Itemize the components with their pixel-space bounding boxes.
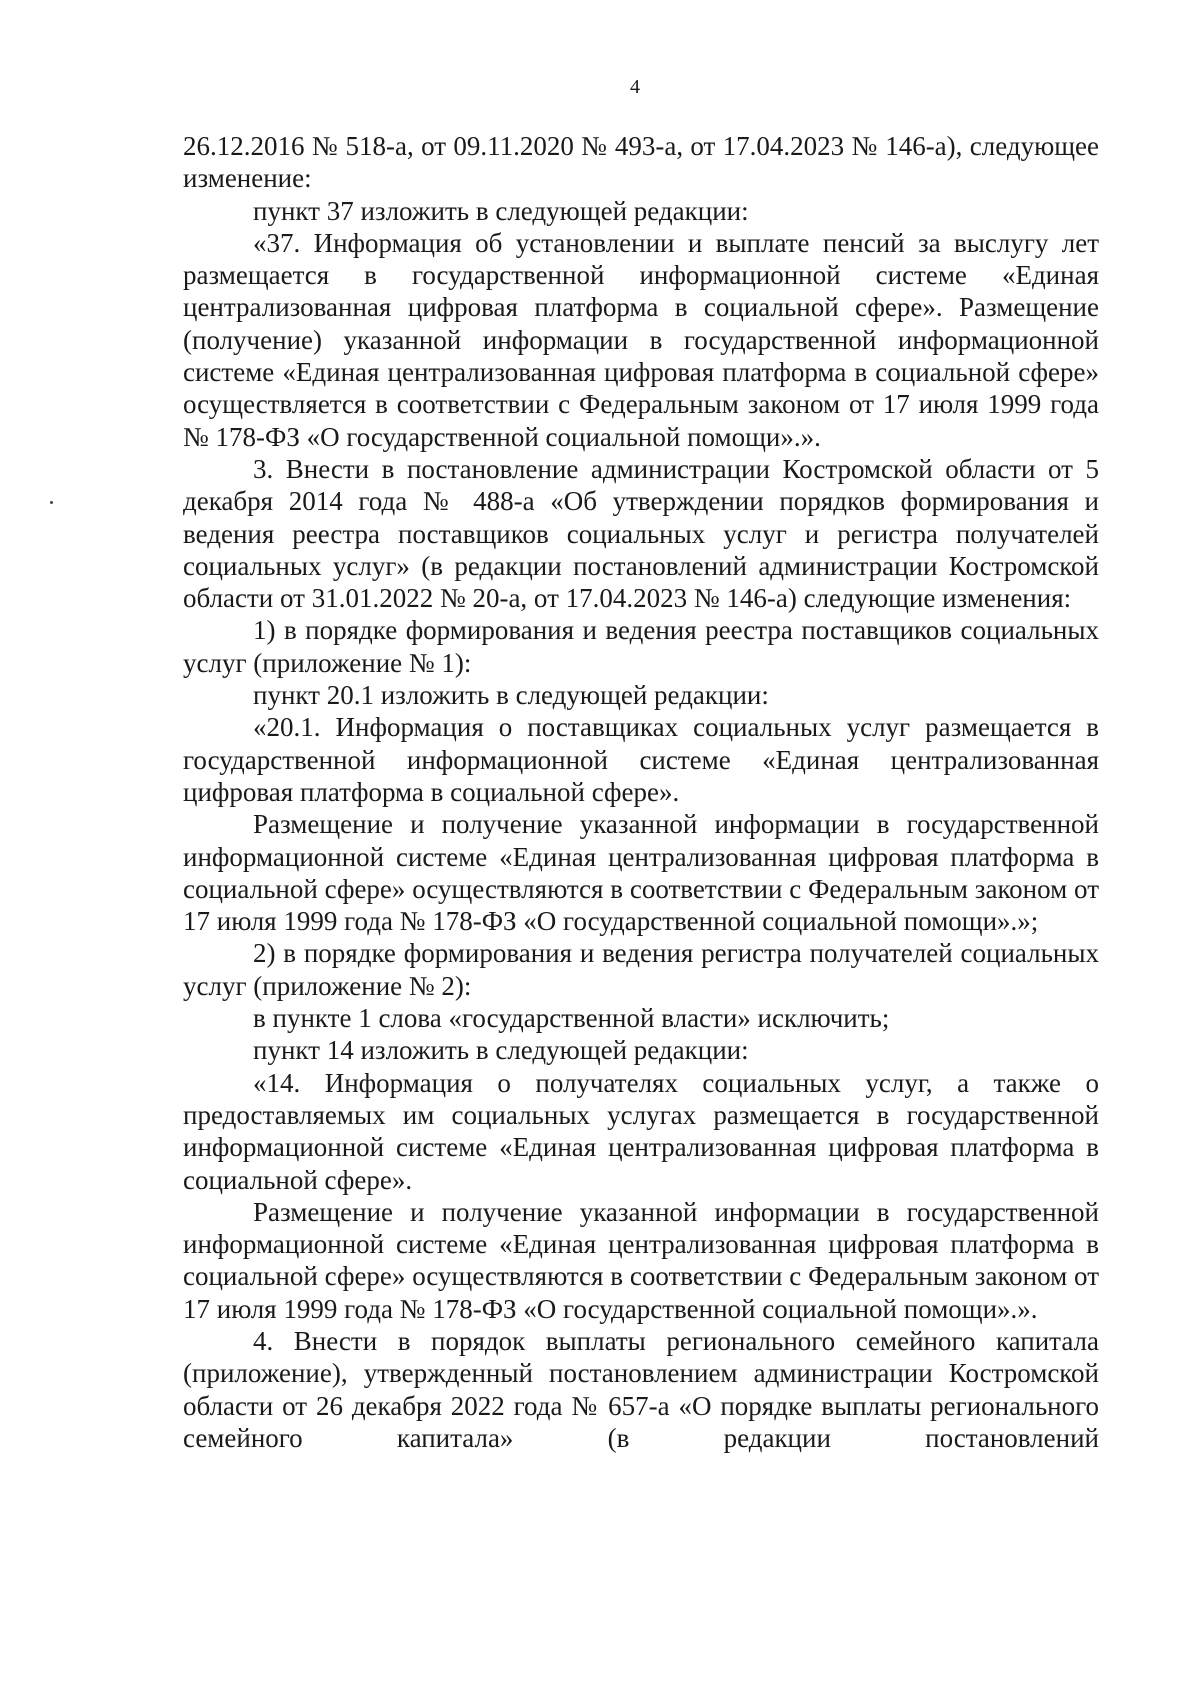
paragraph-quoted-item-14: «14. Информация о получателях социальных услуг, а также о предоставляемых им социальных услугах размещается в государственной информационной системе «Единая централизованная цифровая платформа в социальной сфере».	[183, 1067, 1099, 1195]
paragraph-quoted-continuation: Размещение и получение указанной информации в государственной информационной системе «Единая централизованная цифровая платформа в социальной сфере» осуществляются в соответствии с Федеральным законом от 17 июля 1999 года № 178-ФЗ «О государственной социальной помощи».».	[183, 1196, 1099, 1324]
paragraph-subitem-2: 2) в порядке формирования и ведения регистра получателей социальных услуг (приложение № 2):	[183, 938, 1099, 1001]
paragraph-quoted-item-37: «37. Информация об установлении и выплате пенсий за выслугу лет размещается в государственной информационной системе «Единая централизованная цифровая платформа в социальной сфере». Размещение (получение) указанной информации в государственной информационной системе «Единая централизованная цифровая платформа в социальной сфере» осуществляется в соответствии с Федеральным законом от 17 июля 1999 года № 178-ФЗ «О государственной социальной помощи».».	[183, 227, 1099, 452]
document-body	[183, 130, 1099, 1454]
paragraph-continuation: 26.12.2016 № 518-а, от 09.11.2020 № 493-а, от 17.04.2023 № 146-а), следующее изменение:	[183, 131, 1099, 194]
paragraph-subitem-1: 1) в порядке формирования и ведения реестра поставщиков социальных услуг (приложение № 1):	[183, 615, 1099, 678]
paragraph-instruction: пункт 14 изложить в следующей редакции:	[253, 1035, 749, 1066]
paragraph-quoted-item-20-1: «20.1. Информация о поставщиках социальных услуг размещается в государственной информационной системе «Единая централизованная цифровая платформа в социальной сфере».	[183, 712, 1099, 807]
paragraph-item-4: 4. Внести в порядок выплаты регионального семейного капитала (приложение), утвержденный постановлением администрации Костромской области от 26 декабря 2022 года № 657-а «О порядке выплаты регионального семейного капитала» (в редакции постановлений	[183, 1325, 1099, 1453]
paragraph-instruction: пункт 20.1 изложить в следующей редакции:	[253, 680, 769, 711]
paragraph-instruction: в пункте 1 слова «государственной власти» исключить;	[253, 1003, 890, 1034]
page-number: 4	[630, 76, 640, 98]
paragraph-instruction: пункт 37 изложить в следующей редакции:	[253, 195, 749, 226]
paragraph-item-3: 3. Внести в постановление администрации Костромской области от 5 декабря 2014 года № 488-а «Об утверждении порядков формирования и ведения реестра поставщиков социальных услуг и регистра получателей социальных услуг» (в редакции постановлений администрации Костромской области от 31.01.2022 № 20-а, от 17.04.2023 № 146-а) следующие изменения:	[183, 453, 1099, 614]
paragraph-quoted-continuation: Размещение и получение указанной информации в государственной информационной системе «Единая централизованная цифровая платформа в социальной сфере» осуществляются в соответствии с Федеральным законом от 17 июля 1999 года № 178-ФЗ «О государственной социальной помощи».»;	[183, 809, 1099, 937]
scan-mark	[50, 501, 53, 504]
